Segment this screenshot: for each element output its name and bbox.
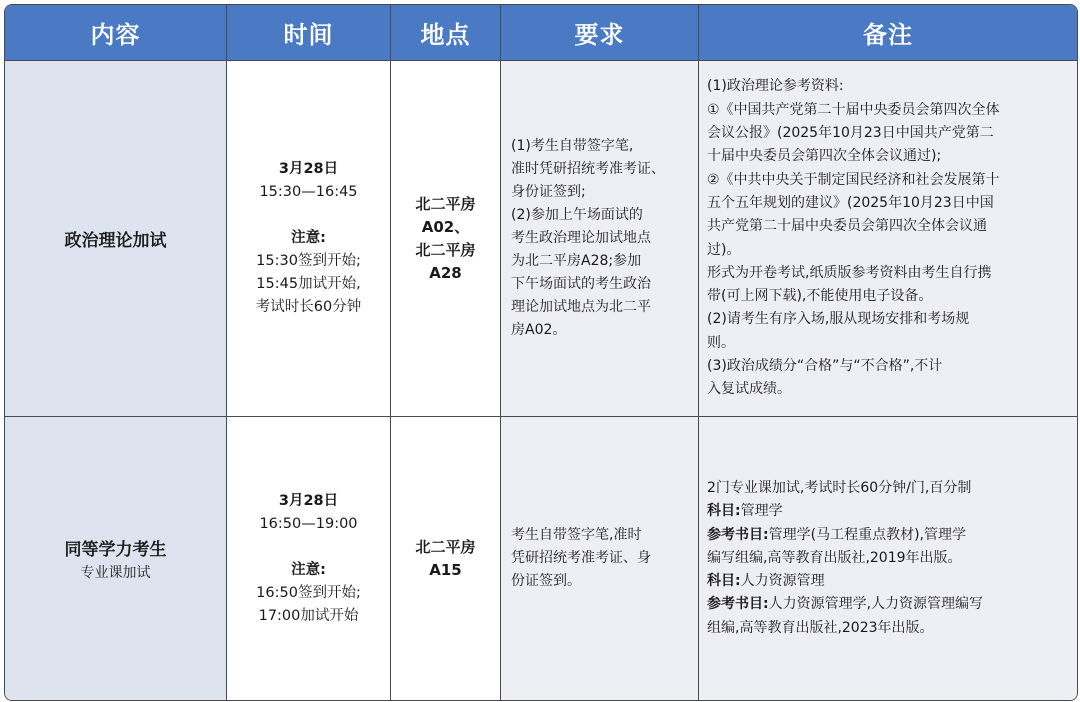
note-line: 十届中央委员会第四次全体会议通过); xyxy=(707,148,942,165)
notice-line: 17:00加试开始 xyxy=(258,607,359,624)
place-line: A15 xyxy=(429,560,462,579)
place-line: A28 xyxy=(429,263,462,282)
requirement-line: 房A02。 xyxy=(511,322,567,338)
note-reference-cont: 组编,高等教育出版社,2023年出版。 xyxy=(707,619,934,636)
header-place: 地点 xyxy=(391,5,501,61)
note-line: (3)政治成绩分“合格”与“不合格”,不计 xyxy=(707,357,943,374)
header-time: 时间 xyxy=(227,5,391,61)
requirement-line: 理论加试地点为北二平 xyxy=(511,299,651,315)
place-line: A02、 xyxy=(421,217,470,236)
note-subject xyxy=(707,500,1069,523)
header-row xyxy=(5,5,1077,61)
place-line: 北二平房 xyxy=(415,194,476,213)
note-line: ②《中共中央关于制定国民经济和社会发展第十 xyxy=(707,171,1000,188)
notice-line: 15:30签到开始; xyxy=(256,253,361,269)
exam-time-range: 15:30—16:45 xyxy=(259,184,358,200)
note-line: (2)请考生有序入场,服从现场安排和考场规 xyxy=(707,311,970,328)
place-line: 北二平房 xyxy=(415,537,476,556)
requirement-line: 考生政治理论加试地点 xyxy=(511,230,651,246)
header-notes: 备注 xyxy=(699,5,1077,61)
exam-schedule-table xyxy=(4,4,1078,701)
subject-label: 科目: xyxy=(707,573,741,590)
requirement-line: (1)考生自带签字笔, xyxy=(511,138,634,154)
content-cell xyxy=(5,417,227,700)
notes-cell xyxy=(699,417,1077,700)
note-line: 则。 xyxy=(707,334,735,351)
header-requirements: 要求 xyxy=(501,5,699,61)
reference-value: 人力资源管理学,人力资源管理编写 xyxy=(768,596,984,613)
notice-line: 考试时长60分钟 xyxy=(255,299,362,315)
note-reference xyxy=(707,524,1069,547)
notice-label: 注意: xyxy=(291,561,326,578)
requirement-line: 准时凭研招统考准考证、 xyxy=(511,161,665,177)
requirements-cell xyxy=(501,417,699,700)
notes-cell xyxy=(699,61,1077,417)
place-cell xyxy=(391,417,501,700)
requirement-line: 份证签到。 xyxy=(511,573,581,589)
table-row xyxy=(5,61,1077,417)
requirement-line: 为北二平房A28;参加 xyxy=(511,253,642,269)
time-cell xyxy=(227,61,391,417)
content-subtitle: 专业课加试 xyxy=(80,565,151,581)
exam-date: 3月28日 xyxy=(278,492,339,509)
subject-value: 管理学 xyxy=(740,503,783,520)
subject-value: 人力资源管理 xyxy=(740,573,825,590)
content-title: 政治理论加试 xyxy=(64,231,167,251)
requirements-cell xyxy=(501,61,699,417)
exam-time-range: 16:50—19:00 xyxy=(259,515,358,532)
header-content: 内容 xyxy=(5,5,227,61)
note-line: 形式为开卷考试,纸质版参考资料由考生自行携 xyxy=(707,264,992,281)
note-subject xyxy=(707,570,1069,593)
note-line: (1)政治理论参考资料: xyxy=(707,78,844,95)
requirement-line: 考生自带签字笔,准时 xyxy=(511,527,642,543)
requirement-line: 下午场面试的考生政治 xyxy=(511,276,651,292)
notice-line: 15:45加试开始, xyxy=(256,276,361,292)
note-line: 五个五年规划的建议》(2025年10月23日中国 xyxy=(707,194,994,211)
place-line: 北二平房 xyxy=(415,240,476,259)
reference-label: 参考书目: xyxy=(707,526,769,543)
note-reference-cont: 编写组编,高等教育出版社,2019年出版。 xyxy=(707,549,962,566)
notice-line: 16:50签到开始; xyxy=(256,584,361,601)
note-line: 共产党第二十届中央委员会第四次全体会议通 xyxy=(707,218,987,235)
content-cell xyxy=(5,61,227,417)
reference-label: 参考书目: xyxy=(707,596,769,613)
note-line: ①《中国共产党第二十届中央委员会第四次全体 xyxy=(707,101,1000,118)
note-line: 带(可上网下载),不能使用电子设备。 xyxy=(707,288,933,305)
note-intro: 2门专业课加试,考试时长60分钟/门,百分制 xyxy=(707,479,972,496)
note-line: 入复试成绩。 xyxy=(707,381,791,398)
subject-label: 科目: xyxy=(707,503,741,520)
requirement-line: (2)参加上午场面试的 xyxy=(511,207,643,223)
note-line: 过)。 xyxy=(707,241,741,258)
note-line: 会议公报》(2025年10月23日中国共产党第二 xyxy=(707,125,994,142)
exam-date: 3月28日 xyxy=(278,161,339,177)
requirement-line: 身份证签到; xyxy=(511,184,586,200)
place-cell xyxy=(391,61,501,417)
time-cell xyxy=(227,417,391,700)
table-row xyxy=(5,417,1077,700)
notice-label: 注意: xyxy=(291,230,326,246)
content-title: 同等学力考生 xyxy=(64,540,167,560)
reference-value: 管理学(马工程重点教材),管理学 xyxy=(768,526,966,543)
note-reference xyxy=(707,593,1069,616)
requirement-line: 凭研招统考准考证、身 xyxy=(511,550,651,566)
